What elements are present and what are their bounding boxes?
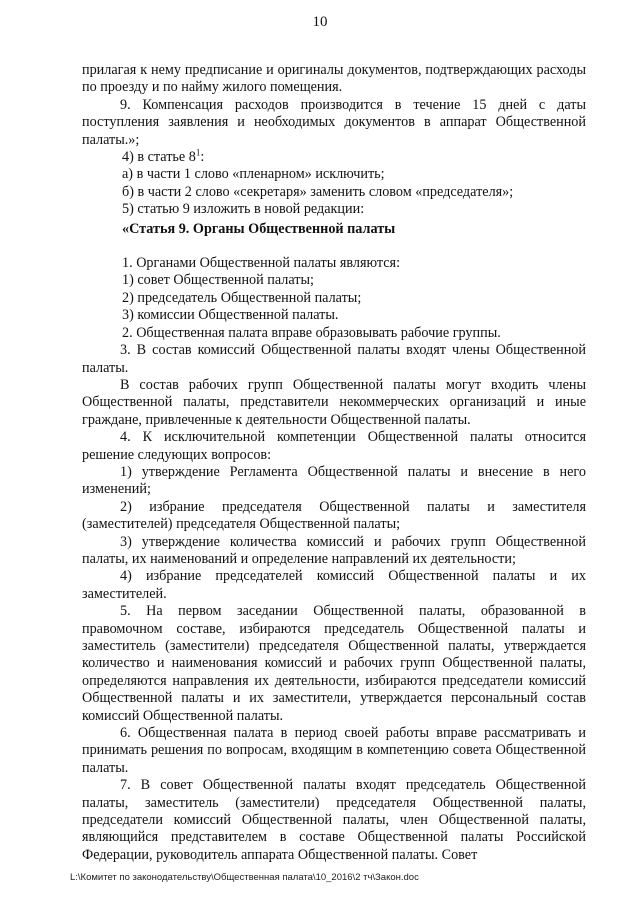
paragraph-16: 2) избрание председателя Общественной палаты и заместителя (заместителей) председателя Общественной палаты; (82, 498, 586, 533)
paragraph-17: 3) утверждение количества комиссий и рабочих групп Общественной палаты, их наименований и определение направлений их деятельности; (82, 533, 586, 567)
article-title: «Статья 9. Органы Общественной палаты (122, 220, 396, 237)
paragraph-14: 4. К исключительной компетенции Общественной палаты относится решение следующих вопросов: (82, 429, 586, 463)
document-body (82, 62, 586, 864)
paragraph-7: 1. Органами Общественной палаты являются: (122, 255, 401, 272)
paragraph-18: 4) избрание председателей комиссий Общественной палаты и их заместителей. (82, 568, 586, 602)
paragraph-4: а) в части 1 слово «пленарном» исключить; (122, 166, 385, 183)
file-path-footer: L:\Комитет по законодательству\Общественная палата\10_2016\2 тч\Закон.doc (70, 872, 419, 883)
paragraph-3 (82, 149, 586, 166)
paragraph-15: 1) утверждение Регламента Общественной палаты и внесение в него изменений; (82, 463, 586, 498)
paragraph-2: 9. Компенсация расходов производится в течение 15 дней с даты поступления заявления и необходимых документов в аппарат Общественной палаты.»; (82, 96, 586, 148)
paragraph-21: 7. В совет Общественной палаты входят председатель Общественной палаты, заместитель (заместители) председателя Общественной палаты, председатели комиссий Общественной палаты, член Общественной палаты, являющийся представителем в составе Общественной палаты Российской Федерации, руководитель аппарата Общественной палаты. Совет (82, 777, 586, 863)
paragraph-9: 2) председатель Общественной палаты; (122, 289, 362, 306)
paragraph-10: 3) комиссии Общественной палаты. (122, 307, 339, 324)
paragraph-8: 1) совет Общественной палаты; (122, 272, 314, 289)
paragraph-3-text: 4) в статье 8 (122, 149, 196, 166)
paragraph-11: 2. Общественная палата вправе образовывать рабочие группы. (122, 324, 501, 341)
paragraph-20: 6. Общественная палата в период своей работы вправе рассматривать и принимать решения по вопросам, входящим в компетенцию совета Общественной палаты. (82, 725, 586, 776)
paragraph-3-tail: : (200, 149, 205, 166)
paragraph-6: 5) статью 9 изложить в новой редакции: (122, 201, 365, 218)
paragraph-12: 3. В состав комиссий Общественной палаты входят члены Общественной палаты. (82, 342, 586, 376)
paragraph-13: В состав рабочих групп Общественной палаты могут входить члены Общественной палаты, представители некоммерческих организаций и иные граждане, привлеченные к деятельности Общественной палаты. (82, 376, 586, 428)
page-number: 10 (312, 14, 328, 30)
paragraph-5: б) в части 2 слово «секретаря» заменить словом «председателя»; (122, 183, 514, 200)
paragraph-1: прилагая к нему предписание и оригиналы документов, подтверждающих расходы по проезду и по найму жилого помещения. (82, 62, 586, 96)
paragraph-19: 5. На первом заседании Общественной палаты, образованной в правомочном составе, избираются председатель Общественной палаты и заместитель (заместители) председателя Общественной палаты, утверждается количество и наименования комиссий и рабочих групп Общественной палаты, определяются направления их деятельности, избираются председатели комиссий Общественной палаты и их заместители, утверждается персональный состав комиссий Общественной палаты. (82, 603, 586, 724)
superscript: 1 (195, 147, 201, 158)
